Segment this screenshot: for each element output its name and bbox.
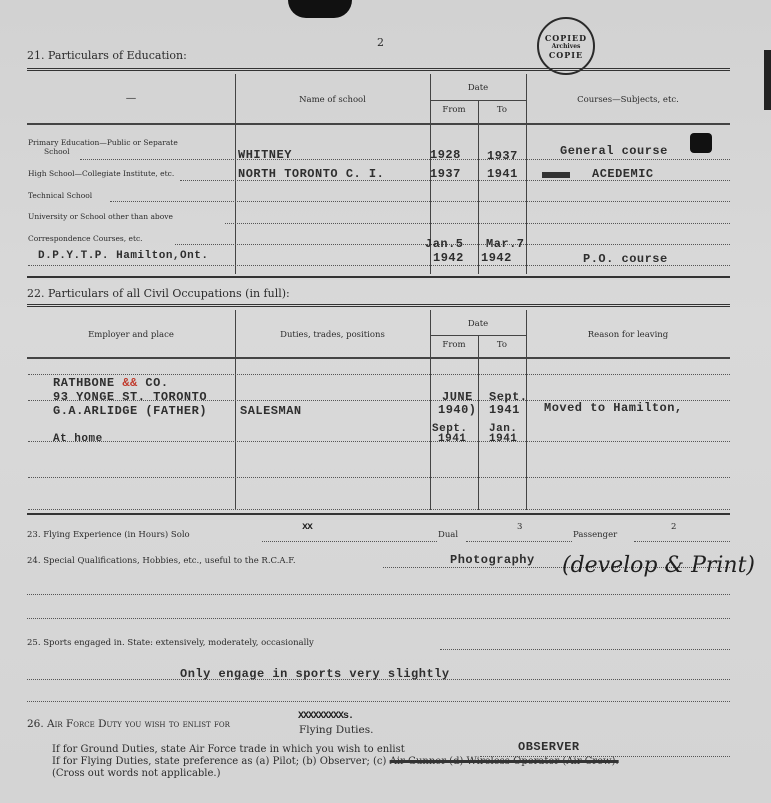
section-21-top-rule bbox=[27, 68, 730, 71]
handwritten-note: (develop & Print) bbox=[562, 553, 756, 578]
header-employer: Employer and place bbox=[88, 330, 174, 340]
page-number: 2 bbox=[377, 36, 384, 49]
row-dotted-line bbox=[80, 159, 730, 160]
header-reason: Reason for leaving bbox=[587, 330, 669, 340]
employer-1-name: RATHBONE bbox=[53, 376, 115, 390]
employer-2-from-year: 1941 bbox=[438, 433, 467, 445]
employer-2-name: At home bbox=[53, 433, 103, 445]
solo-dotted-line bbox=[262, 541, 437, 542]
dual-label: Dual bbox=[438, 530, 459, 540]
row-label-correspondence: Correspondence Courses, etc. bbox=[28, 234, 143, 243]
employer-2-from-month: Sept. bbox=[432, 423, 468, 435]
header-from: From bbox=[442, 340, 466, 350]
col-divider bbox=[526, 310, 527, 510]
col-divider bbox=[478, 100, 479, 274]
header-from: From bbox=[442, 105, 466, 115]
section-21-title: 21. Particulars of Education: bbox=[27, 49, 187, 62]
header-date: Date bbox=[467, 83, 489, 93]
stamp-middle-text: Archives bbox=[551, 42, 581, 50]
high-school-name: NORTH TORONTO C. I. bbox=[238, 167, 385, 181]
section-21-bottom-rule bbox=[27, 276, 730, 278]
section-22-top-rule bbox=[27, 304, 730, 307]
primary-from: 1928 bbox=[430, 148, 461, 162]
page-edge-shadow bbox=[764, 50, 771, 110]
ink-mark bbox=[690, 133, 712, 153]
section-23-label: 23. Flying Experience (in Hours) Solo bbox=[27, 530, 190, 540]
dual-value: 3 bbox=[517, 522, 523, 532]
primary-to: 1937 bbox=[487, 149, 518, 163]
employer-1-line1 bbox=[53, 376, 169, 390]
section-24-label: 24. Special Qualifications, Hobbies, etc., useful to the R.C.A.F. bbox=[27, 556, 296, 566]
employer-2-to-month: Jan. bbox=[489, 423, 518, 435]
high-school-to: 1941 bbox=[487, 167, 518, 181]
section-25-label: 25. Sports engaged in. State: extensively, moderately, occasionally bbox=[27, 638, 314, 648]
primary-courses: General course bbox=[560, 144, 668, 158]
employer-1-co: CO. bbox=[145, 376, 169, 390]
header-courses: Courses—Subjects, etc. bbox=[577, 95, 679, 105]
employer-1-to-year: 1941 bbox=[489, 403, 520, 417]
employer-1-ampersand: && bbox=[122, 376, 138, 390]
flying-duties-instruction bbox=[52, 756, 619, 767]
date-subheader-rule bbox=[430, 100, 526, 101]
section-22-bottom-rule bbox=[27, 513, 730, 515]
header-to: To bbox=[496, 340, 508, 350]
correspondence-to-year: 1942 bbox=[481, 251, 512, 265]
employer-1-duties: SALESMAN bbox=[240, 404, 302, 418]
passenger-value: 2 bbox=[671, 522, 677, 532]
section-24-dotted-line-2 bbox=[27, 594, 730, 595]
section-25-dotted-line bbox=[440, 649, 730, 650]
high-school-courses: ACEDEMIC bbox=[592, 167, 654, 181]
flying-duties-option: Flying Duties. bbox=[299, 724, 374, 736]
correspondence-to-day: Mar.7 bbox=[486, 237, 525, 251]
correspondence-course-name: D.P.Y.T.P. Hamilton,Ont. bbox=[38, 250, 209, 262]
employer-1-from-year: 1940) bbox=[438, 403, 477, 417]
row-label-technical: Technical School bbox=[28, 191, 93, 200]
section-25-dotted-line-3 bbox=[27, 701, 730, 702]
stamp-top-text: COPIED bbox=[544, 32, 588, 43]
section-24-dotted-line-3 bbox=[27, 618, 730, 619]
cross-out-note: (Cross out words not applicable.) bbox=[52, 768, 221, 779]
row-label-primary: Primary Education—Public or Separate bbox=[28, 138, 178, 147]
copied-archives-stamp bbox=[537, 17, 595, 75]
employer-1-reason: Moved to Hamilton, bbox=[544, 401, 683, 415]
employer-1-to-month: Sept. bbox=[489, 390, 528, 404]
header-bottom-rule bbox=[27, 123, 730, 125]
col-divider bbox=[235, 310, 236, 510]
ground-duties-instruction: If for Ground Duties, state Air Force trade in which you wish to enlist bbox=[52, 744, 405, 755]
ink-blot bbox=[288, 0, 352, 18]
row-dotted-line bbox=[225, 223, 730, 224]
row-dotted-line bbox=[28, 441, 730, 442]
date-subheader-rule bbox=[430, 335, 526, 336]
row-dotted-line bbox=[28, 509, 730, 510]
header-to: To bbox=[496, 105, 508, 115]
employer-1-address: 93 YONGE ST. TORONTO bbox=[53, 390, 208, 404]
row-dotted-line bbox=[110, 201, 730, 202]
dual-dotted-line bbox=[466, 541, 572, 542]
correspondence-courses: P.O. course bbox=[583, 252, 668, 266]
header-bottom-rule bbox=[27, 357, 730, 359]
employer-1-from-month: JUNE bbox=[442, 390, 473, 404]
section-26-label: 26. Air Force Duty you wish to enlist for bbox=[27, 718, 230, 730]
correspondence-from-year: 1942 bbox=[433, 251, 464, 265]
col-divider bbox=[478, 336, 479, 510]
header-name-of-school: Name of school bbox=[299, 95, 366, 105]
row-label-high-school: High School—Collegiate Institute, etc. bbox=[28, 169, 175, 178]
trade-answer: OBSERVER bbox=[518, 740, 580, 754]
high-school-from: 1937 bbox=[430, 167, 461, 181]
header-duties: Duties, trades, positions bbox=[280, 330, 385, 340]
flying-preference-options: If for Flying Duties, state preference as (a) Pilot; (b) Observer; (c) bbox=[52, 756, 387, 767]
passenger-dotted-line bbox=[634, 541, 730, 542]
passenger-label: Passenger bbox=[573, 530, 618, 540]
section-22-title: 22. Particulars of all Civil Occupations (in full): bbox=[27, 287, 290, 300]
row-label-primary-line2: School bbox=[44, 147, 70, 156]
special-qualification: Photography bbox=[450, 553, 535, 567]
row-dotted-line bbox=[28, 477, 730, 478]
sports-answer: Only engage in sports very slightly bbox=[180, 667, 450, 681]
header-blank: — bbox=[125, 92, 137, 104]
crossed-out-options: Air Gunner (d) Wireless Operator (Air Crew). bbox=[389, 756, 619, 767]
solo-value: xx bbox=[302, 522, 313, 533]
ground-duties-crossed-out: XXXXXXXXXs. bbox=[298, 711, 354, 722]
correspondence-from-day: Jan.5 bbox=[425, 237, 464, 251]
employer-1-contact: G.A.ARLIDGE (FATHER) bbox=[53, 404, 208, 418]
header-date: Date bbox=[467, 319, 489, 329]
struck-out-typing bbox=[542, 172, 570, 178]
employer-2-to-year: 1941 bbox=[489, 433, 518, 445]
row-label-university: University or School other than above bbox=[28, 212, 173, 221]
primary-school-name: WHITNEY bbox=[238, 148, 292, 162]
stamp-bottom-text: COPIE bbox=[548, 49, 584, 60]
row-dotted-line bbox=[28, 374, 730, 375]
